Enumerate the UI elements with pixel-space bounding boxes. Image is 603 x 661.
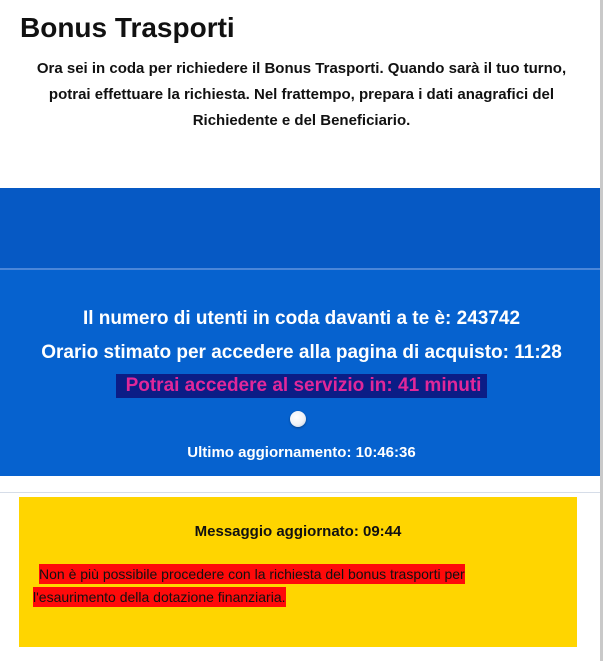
users-ahead-text: Il numero di utenti in coda davanti a te è: 243742 [82, 308, 521, 329]
section-divider [0, 492, 603, 493]
blue-banner [0, 188, 603, 268]
intro-line: Richiedente e del Beneficiario. [192, 112, 411, 129]
last-update-text: Ultimo aggiornamento: 10:46:36 [187, 444, 416, 461]
notice-body [33, 563, 513, 609]
notice-message: Non è più possibile procedere con la richiesta del bonus trasporti per l'esaurimento della dotazione finanziaria. [33, 566, 465, 605]
intro-text [0, 56, 603, 134]
wait-time-row [0, 374, 603, 398]
estimated-time-text: Orario stimato per accedere alla pagina di acquisto: 11:28 [41, 342, 562, 363]
page-header [0, 0, 603, 188]
wait-time-text: Potrai accedere al servizio in: 41 minuti [116, 374, 488, 398]
notice-title: Messaggio aggiornato: 09:44 [194, 523, 402, 540]
queue-status-panel [0, 270, 603, 476]
intro-line: Ora sei in coda per richiedere il Bonus Trasporti. Quando sarà il tuo turno, [36, 60, 567, 77]
page-title: Bonus Trasporti [20, 12, 235, 43]
intro-line: potrai effettuare la richiesta. Nel frattempo, prepara i dati anagrafici del [48, 86, 555, 103]
notice-box [19, 497, 577, 647]
spinner-dot-icon [290, 411, 306, 427]
